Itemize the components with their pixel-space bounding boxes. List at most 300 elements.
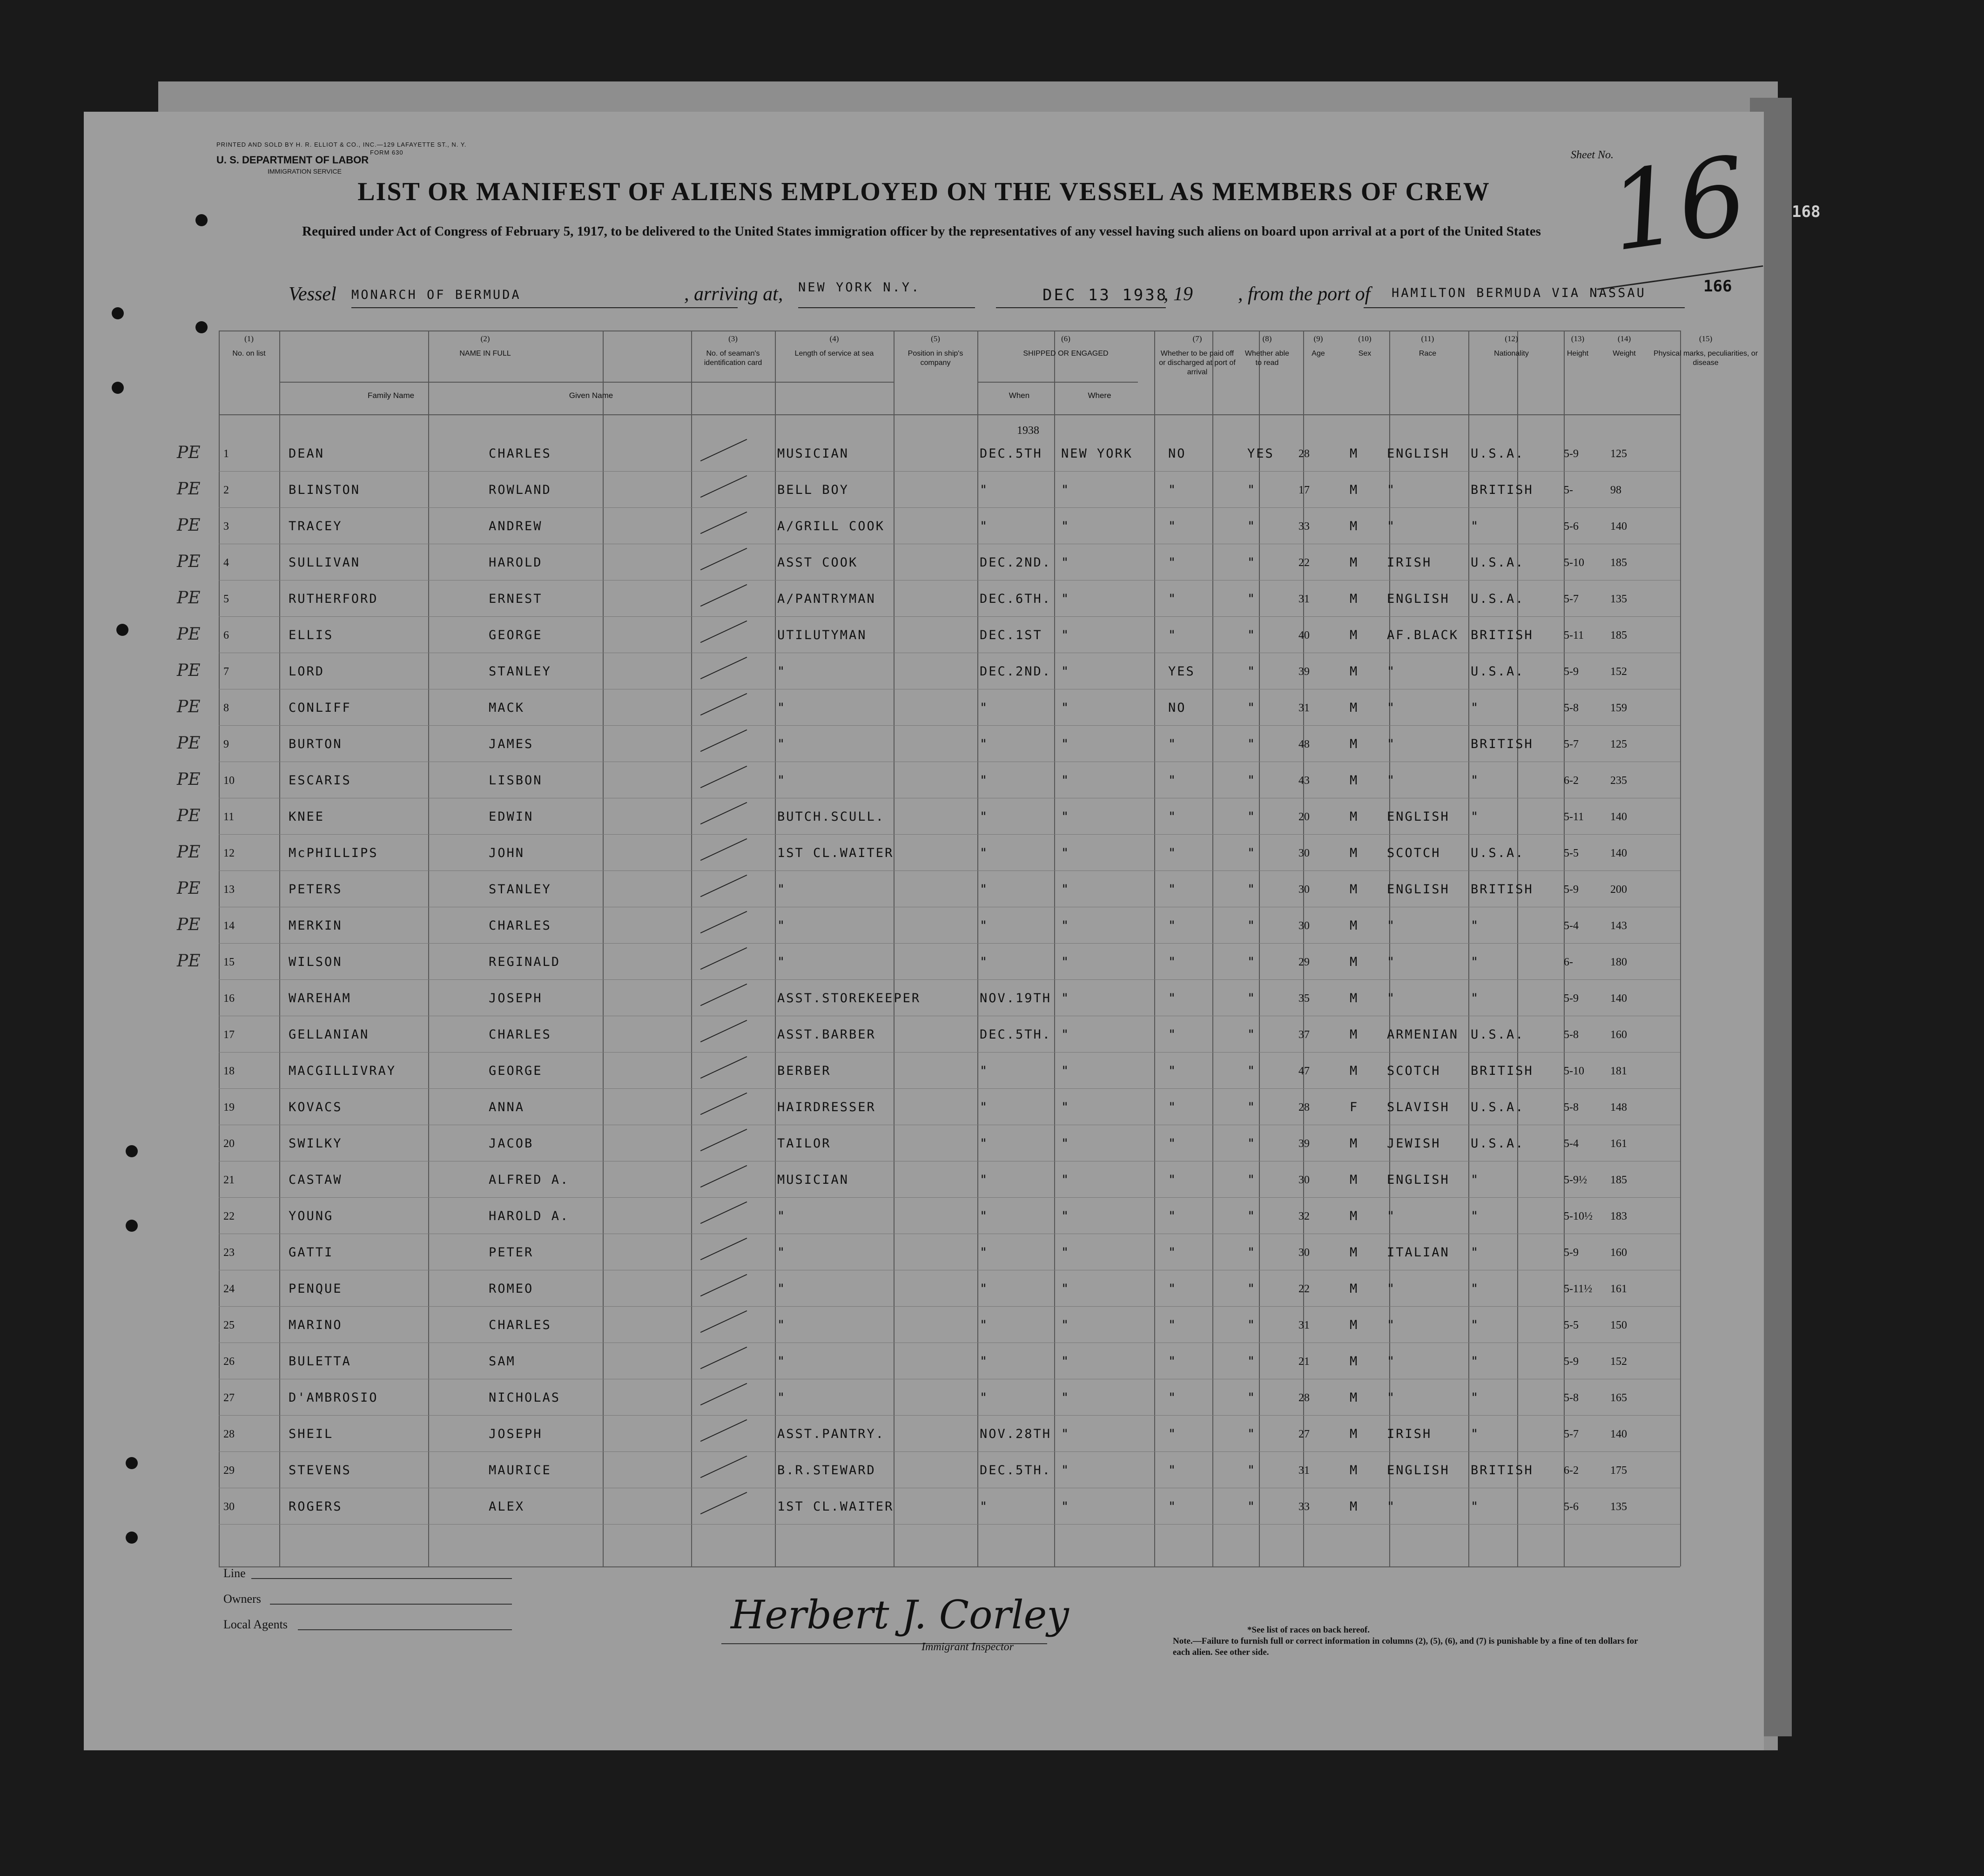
row-15-weight: 180: [1610, 956, 1627, 968]
binder-hole: [195, 321, 208, 333]
row-divider: [219, 725, 1680, 726]
row-22-read: ": [1247, 1209, 1257, 1223]
row-26-weight: 152: [1610, 1356, 1627, 1368]
row-9-given: JAMES: [489, 737, 534, 751]
row-20-weight: 161: [1610, 1138, 1627, 1150]
col-10-label: Sex: [1358, 350, 1372, 358]
col-7-number: (7): [1192, 334, 1202, 343]
row-21-position: MUSICIAN: [777, 1173, 849, 1187]
row-divider: [219, 1415, 1680, 1416]
binder-hole: [126, 1532, 138, 1544]
row-1-weight: 125: [1610, 448, 1627, 460]
row-6-where: ": [1061, 628, 1070, 642]
row-divider: [219, 1197, 1680, 1198]
row-9-race: ": [1387, 737, 1396, 751]
row-28-when: NOV.28TH: [980, 1427, 1052, 1441]
date-underline: [996, 307, 1166, 308]
row-25-age: 31: [1298, 1319, 1310, 1331]
col-9-number: (9): [1313, 334, 1323, 343]
row-12-given: JOHN: [489, 846, 525, 860]
row-25-position: ": [777, 1318, 787, 1332]
row-5-race: ENGLISH: [1387, 592, 1450, 606]
row-7-age: 39: [1298, 666, 1310, 678]
col-6-number: (6): [1061, 334, 1070, 343]
row-15-sex: M: [1350, 955, 1359, 969]
row-2-where: ": [1061, 483, 1070, 497]
row-13-age: 30: [1298, 884, 1310, 896]
row-28-id-mark: [700, 1419, 747, 1442]
row-18-age: 47: [1298, 1065, 1310, 1077]
row-5-pe: PE: [177, 588, 201, 607]
printer-text: PRINTED AND SOLD BY H. R. ELLIOT & CO., INC.—129 LAFAYETTE ST., N. Y.: [216, 141, 467, 148]
row-14-pe: PE: [177, 915, 201, 934]
owners-underline: [270, 1604, 512, 1605]
row-25-weight: 150: [1610, 1319, 1627, 1331]
row-9-family: BURTON: [289, 737, 343, 751]
row-20-read: ": [1247, 1136, 1257, 1151]
row-21-family: CASTAW: [289, 1173, 343, 1187]
row-9-sex: M: [1350, 737, 1359, 751]
row-1-paid: NO: [1168, 446, 1186, 461]
row-11-family: KNEE: [289, 810, 325, 824]
row-6-sex: M: [1350, 628, 1359, 642]
row-26-no: 26: [223, 1356, 235, 1368]
row-8-read: ": [1247, 701, 1257, 715]
row-25-sex: M: [1350, 1318, 1359, 1332]
row-18-read: ": [1247, 1064, 1257, 1078]
row-1-position: MUSICIAN: [777, 446, 849, 461]
row-17-race: ARMENIAN: [1387, 1027, 1459, 1042]
row-16-no: 16: [223, 992, 235, 1005]
row-13-nat: BRITISH: [1471, 882, 1533, 897]
row-14-read: ": [1247, 918, 1257, 933]
row-30-given: ALEX: [489, 1499, 525, 1514]
row-24-height: 5-11½: [1564, 1283, 1593, 1295]
row-30-nat: ": [1471, 1499, 1480, 1514]
row-30-where: ": [1061, 1499, 1070, 1514]
row-18-given: GEORGE: [489, 1064, 543, 1078]
row-11-no: 11: [223, 811, 235, 823]
binder-hole: [126, 1220, 138, 1232]
col-6-label: SHIPPED OR ENGAGED: [1023, 350, 1109, 358]
row-26-id-mark: [700, 1347, 747, 1369]
row-5-height: 5-7: [1564, 593, 1579, 605]
row-9-read: ": [1247, 737, 1257, 751]
row-22-race: ": [1387, 1209, 1396, 1223]
row-18-weight: 181: [1610, 1065, 1627, 1077]
row-20-age: 39: [1298, 1138, 1310, 1150]
row-22-given: HAROLD A.: [489, 1209, 570, 1223]
row-28-weight: 140: [1610, 1428, 1627, 1440]
col-5-number: (5): [931, 334, 940, 343]
row-9-position: ": [777, 737, 787, 751]
col-1-label: No. on list: [232, 350, 266, 358]
row-29-no: 29: [223, 1464, 235, 1477]
row-17-no: 17: [223, 1029, 235, 1041]
row-12-where: ": [1061, 846, 1070, 860]
row-17-paid: ": [1168, 1027, 1177, 1042]
row-20-no: 20: [223, 1138, 235, 1150]
row-23-nat: ": [1471, 1245, 1480, 1260]
row-15-position: ": [777, 955, 787, 969]
row-18-nat: BRITISH: [1471, 1064, 1533, 1078]
row-divider: [219, 943, 1680, 944]
row-26-position: ": [777, 1354, 787, 1369]
row-14-paid: ": [1168, 918, 1177, 933]
row-6-position: UTILUTYMAN: [777, 628, 867, 642]
row-25-read: ": [1247, 1318, 1257, 1332]
row-13-race: ENGLISH: [1387, 882, 1450, 897]
department-name: U. S. DEPARTMENT OF LABOR: [216, 154, 369, 166]
row-6-read: ": [1247, 628, 1257, 642]
row-1-no: 1: [223, 448, 229, 460]
row-12-no: 12: [223, 847, 235, 859]
row-17-id-mark: [700, 1020, 747, 1042]
row-14-position: ": [777, 918, 787, 933]
row-21-where: ": [1061, 1173, 1070, 1187]
row-12-read: ": [1247, 846, 1257, 860]
footer-note: [1173, 1625, 1652, 1658]
row-2-weight: 98: [1610, 484, 1621, 496]
row-11-given: EDWIN: [489, 810, 534, 824]
row-3-where: ": [1061, 519, 1070, 533]
row-16-paid: ": [1168, 991, 1177, 1005]
row-19-where: ": [1061, 1100, 1070, 1114]
row-7-when: DEC.2ND.: [980, 664, 1052, 679]
row-4-family: SULLIVAN: [289, 555, 361, 570]
row-19-sex: F: [1350, 1100, 1359, 1114]
row-15-read: ": [1247, 955, 1257, 969]
row-27-where: ": [1061, 1390, 1070, 1405]
row-20-family: SWILKY: [289, 1136, 343, 1151]
row-12-position: 1ST CL.WAITER: [777, 846, 894, 860]
port-underline: [798, 307, 975, 308]
row-14-family: MERKIN: [289, 918, 343, 933]
col-9-label: Age: [1311, 350, 1325, 358]
page-subtitle: Required under Act of Congress of February 5, 1917, to be delivered to the United States immigration officer by the representatives of any vessel having such aliens on board upon arrival at a port of the United States: [302, 224, 1541, 239]
row-22-nat: ": [1471, 1209, 1480, 1223]
binder-hole: [126, 1145, 138, 1157]
row-29-family: STEVENS: [289, 1463, 351, 1478]
row-29-paid: ": [1168, 1463, 1177, 1478]
row-15-no: 15: [223, 956, 235, 968]
row-25-family: MARINO: [289, 1318, 343, 1332]
row-1-when: DEC.5TH: [980, 446, 1042, 461]
row-17-when: DEC.5TH.: [980, 1027, 1052, 1042]
row-30-read: ": [1247, 1499, 1257, 1514]
row-4-position: ASST COOK: [777, 555, 858, 570]
row-24-sex: M: [1350, 1282, 1359, 1296]
row-7-id-mark: [700, 657, 747, 679]
vessel-underline: [351, 307, 738, 308]
row-27-sex: M: [1350, 1390, 1359, 1405]
row-30-age: 33: [1298, 1501, 1310, 1513]
row-4-where: ": [1061, 555, 1070, 570]
row-5-id-mark: [700, 584, 747, 607]
year-label: , 19: [1163, 283, 1193, 305]
when-header: When: [1009, 391, 1030, 400]
row-20-where: ": [1061, 1136, 1070, 1151]
row-20-height: 5-4: [1564, 1138, 1579, 1150]
row-9-where: ": [1061, 737, 1070, 751]
row-26-race: ": [1387, 1354, 1396, 1369]
row-3-weight: 140: [1610, 520, 1627, 533]
row-8-family: CONLIFF: [289, 701, 351, 715]
row-10-paid: ": [1168, 773, 1177, 788]
row-11-height: 5-11: [1564, 811, 1584, 823]
row-27-id-mark: [700, 1383, 747, 1405]
row-10-family: ESCARIS: [289, 773, 351, 788]
row-4-when: DEC.2ND.: [980, 555, 1052, 570]
row-8-weight: 159: [1610, 702, 1627, 714]
row-2-given: ROWLAND: [489, 483, 551, 497]
row-28-no: 28: [223, 1428, 235, 1440]
row-12-race: SCOTCH: [1387, 846, 1441, 860]
row-16-where: ": [1061, 991, 1070, 1005]
row-4-id-mark: [700, 548, 747, 570]
row-23-paid: ": [1168, 1245, 1177, 1260]
row-30-family: ROGERS: [289, 1499, 343, 1514]
col-15-number: (15): [1699, 334, 1713, 343]
row-22-paid: ": [1168, 1209, 1177, 1223]
row-8-given: MACK: [489, 701, 525, 715]
edge-number-second: 166: [1703, 277, 1732, 296]
row-4-nat: U.S.A.: [1471, 555, 1525, 570]
row-24-read: ": [1247, 1282, 1257, 1296]
row-24-given: ROMEO: [489, 1282, 534, 1296]
row-7-nat: U.S.A.: [1471, 664, 1525, 679]
row-27-given: NICHOLAS: [489, 1390, 561, 1405]
row-15-height: 6-: [1564, 956, 1573, 968]
row-28-sex: M: [1350, 1427, 1359, 1441]
sheet-number: 16: [1602, 133, 1755, 276]
row-26-where: ": [1061, 1354, 1070, 1369]
row-16-weight: 140: [1610, 992, 1627, 1005]
row-3-nat: ": [1471, 519, 1480, 533]
row-9-paid: ": [1168, 737, 1177, 751]
row-12-weight: 140: [1610, 847, 1627, 859]
row-19-given: ANNA: [489, 1100, 525, 1114]
row-11-read: ": [1247, 810, 1257, 824]
service-name: IMMIGRATION SERVICE: [268, 168, 342, 175]
row-8-paid: NO: [1168, 701, 1186, 715]
row-1-race: ENGLISH: [1387, 446, 1450, 461]
row-25-where: ": [1061, 1318, 1070, 1332]
where-header: Where: [1088, 391, 1111, 400]
row-27-read: ": [1247, 1390, 1257, 1405]
row-19-position: HAIRDRESSER: [777, 1100, 876, 1114]
row-4-read: ": [1247, 555, 1257, 570]
row-16-when: NOV.19TH: [980, 991, 1052, 1005]
row-10-age: 43: [1298, 775, 1310, 787]
row-1-given: CHARLES: [489, 446, 551, 461]
row-1-id-mark: [700, 439, 747, 461]
row-11-when: ": [980, 810, 989, 824]
row-5-read: ": [1247, 592, 1257, 606]
row-17-nat: U.S.A.: [1471, 1027, 1525, 1042]
from-label: , from the port of: [1238, 283, 1371, 305]
row-18-race: SCOTCH: [1387, 1064, 1441, 1078]
col-13-label: Height: [1567, 350, 1589, 358]
row-16-nat: ": [1471, 991, 1480, 1005]
row-23-read: ": [1247, 1245, 1257, 1260]
col-4-label: Length of service at sea: [794, 350, 874, 358]
row-divider: [219, 616, 1680, 617]
row-22-weight: 183: [1610, 1210, 1627, 1222]
row-9-weight: 125: [1610, 738, 1627, 750]
row-6-when: DEC.1ST: [980, 628, 1042, 642]
row-29-weight: 175: [1610, 1464, 1627, 1477]
row-13-when: ": [980, 882, 989, 897]
agents-underline: [298, 1629, 512, 1630]
row-28-position: ASST.PANTRY.: [777, 1427, 885, 1441]
row-6-pe: PE: [177, 625, 201, 644]
col-15-label: Physical marks, peculiarities, or disease: [1653, 350, 1758, 367]
row-5-age: 31: [1298, 593, 1310, 605]
row-8-when: ": [980, 701, 989, 715]
row-8-id-mark: [700, 693, 747, 715]
row-26-nat: ": [1471, 1354, 1480, 1369]
row-6-paid: ": [1168, 628, 1177, 642]
row-13-given: STANLEY: [489, 882, 551, 897]
row-3-given: ANDREW: [489, 519, 543, 533]
header-bottom-border: [219, 414, 1680, 415]
row-26-paid: ": [1168, 1354, 1177, 1369]
row-27-position: ": [777, 1390, 787, 1405]
column-divider: [977, 331, 978, 1566]
column-divider: [1468, 331, 1469, 1566]
column-divider: [691, 331, 692, 1566]
row-7-read: ": [1247, 664, 1257, 679]
row-6-family: ELLIS: [289, 628, 334, 642]
row-14-race: ": [1387, 918, 1396, 933]
row-22-position: ": [777, 1209, 787, 1223]
row-13-sex: M: [1350, 882, 1359, 897]
row-4-age: 22: [1298, 557, 1310, 569]
row-7-pe: PE: [177, 661, 201, 680]
row-29-age: 31: [1298, 1464, 1310, 1477]
row-29-where: ": [1061, 1463, 1070, 1478]
row-9-when: ": [980, 737, 989, 751]
row-2-sex: M: [1350, 483, 1359, 497]
row-28-paid: ": [1168, 1427, 1177, 1441]
row-18-no: 18: [223, 1065, 235, 1077]
vessel-label: Vessel: [289, 283, 336, 305]
col-7-label: Whether to be paid off or discharged at port of arrival: [1159, 350, 1236, 376]
row-21-age: 30: [1298, 1174, 1310, 1186]
column-divider: [1564, 331, 1565, 1566]
row-11-paid: ": [1168, 810, 1177, 824]
row-19-weight: 148: [1610, 1101, 1627, 1113]
row-2-position: BELL BOY: [777, 483, 849, 497]
column-divider: [428, 331, 429, 1566]
row-10-no: 10: [223, 775, 235, 787]
row-10-given: LISBON: [489, 773, 543, 788]
row-12-id-mark: [700, 838, 747, 861]
row-7-sex: M: [1350, 664, 1359, 679]
row-14-no: 14: [223, 920, 235, 932]
arrival-date: DEC 13 1938: [1042, 286, 1168, 304]
row-24-weight: 161: [1610, 1283, 1627, 1295]
manifest-sheet: [84, 112, 1764, 1750]
row-29-given: MAURICE: [489, 1463, 551, 1478]
row-10-race: ": [1387, 773, 1396, 788]
column-divider: [1680, 331, 1681, 1566]
row-29-height: 6-2: [1564, 1464, 1579, 1477]
row-6-no: 6: [223, 629, 229, 641]
row-19-when: ": [980, 1100, 989, 1114]
row-3-position: A/GRILL COOK: [777, 519, 885, 533]
row-16-position: ASST.STOREKEEPER: [777, 991, 921, 1005]
row-6-given: GEORGE: [489, 628, 543, 642]
row-5-position: A/PANTRYMAN: [777, 592, 876, 606]
form-number: FORM 630: [370, 149, 404, 156]
row-28-race: IRISH: [1387, 1427, 1432, 1441]
row-21-nat: ": [1471, 1173, 1480, 1187]
footer-owners-label: Owners: [223, 1592, 261, 1606]
row-divider: [219, 979, 1680, 980]
row-16-height: 5-9: [1564, 992, 1579, 1005]
row-20-id-mark: [700, 1129, 747, 1151]
row-10-when: ": [980, 773, 989, 788]
column-divider: [1389, 331, 1390, 1566]
row-7-race: ": [1387, 664, 1396, 679]
row-20-nat: U.S.A.: [1471, 1136, 1525, 1151]
row-27-height: 5-8: [1564, 1392, 1579, 1404]
row-23-given: PETER: [489, 1245, 534, 1260]
row-24-id-mark: [700, 1274, 747, 1296]
row-5-when: DEC.6TH.: [980, 592, 1052, 606]
row-25-height: 5-5: [1564, 1319, 1579, 1331]
row-13-no: 13: [223, 884, 235, 896]
sheet-label: Sheet No.: [1571, 149, 1614, 161]
vessel-name: MONARCH OF BERMUDA: [351, 288, 521, 302]
row-22-where: ": [1061, 1209, 1070, 1223]
row-30-height: 5-6: [1564, 1501, 1579, 1513]
row-7-paid: YES: [1168, 664, 1195, 679]
row-12-when: ": [980, 846, 989, 860]
from-port: HAMILTON BERMUDA VIA NASSAU: [1392, 286, 1646, 300]
row-13-read: ": [1247, 882, 1257, 897]
row-11-weight: 140: [1610, 811, 1627, 823]
row-17-weight: 160: [1610, 1029, 1627, 1041]
column-divider: [1517, 331, 1518, 1566]
row-14-where: ": [1061, 918, 1070, 933]
row-9-id-mark: [700, 729, 747, 752]
binder-hole: [195, 214, 208, 226]
col-3-label: No. of seaman's identification card: [704, 350, 762, 367]
row-19-no: 19: [223, 1101, 235, 1113]
row-27-age: 28: [1298, 1392, 1310, 1404]
department: [216, 155, 369, 177]
inspector-signature: Herbert J. Corley: [731, 1592, 1069, 1638]
row-3-paid: ": [1168, 519, 1177, 533]
row-14-id-mark: [700, 911, 747, 933]
col-11-number: (11): [1421, 334, 1434, 343]
col-8-label: Whether able to read: [1244, 350, 1290, 367]
row-14-nat: ": [1471, 918, 1480, 933]
row-20-given: JACOB: [489, 1136, 534, 1151]
column-divider: [219, 331, 220, 1566]
row-2-pe: PE: [177, 479, 201, 499]
row-11-where: ": [1061, 810, 1070, 824]
column-divider: [1212, 331, 1213, 1566]
row-4-sex: M: [1350, 555, 1359, 570]
row-18-id-mark: [700, 1056, 747, 1079]
row-10-read: ": [1247, 773, 1257, 788]
row-19-paid: ": [1168, 1100, 1177, 1114]
row-27-race: ": [1387, 1390, 1396, 1405]
